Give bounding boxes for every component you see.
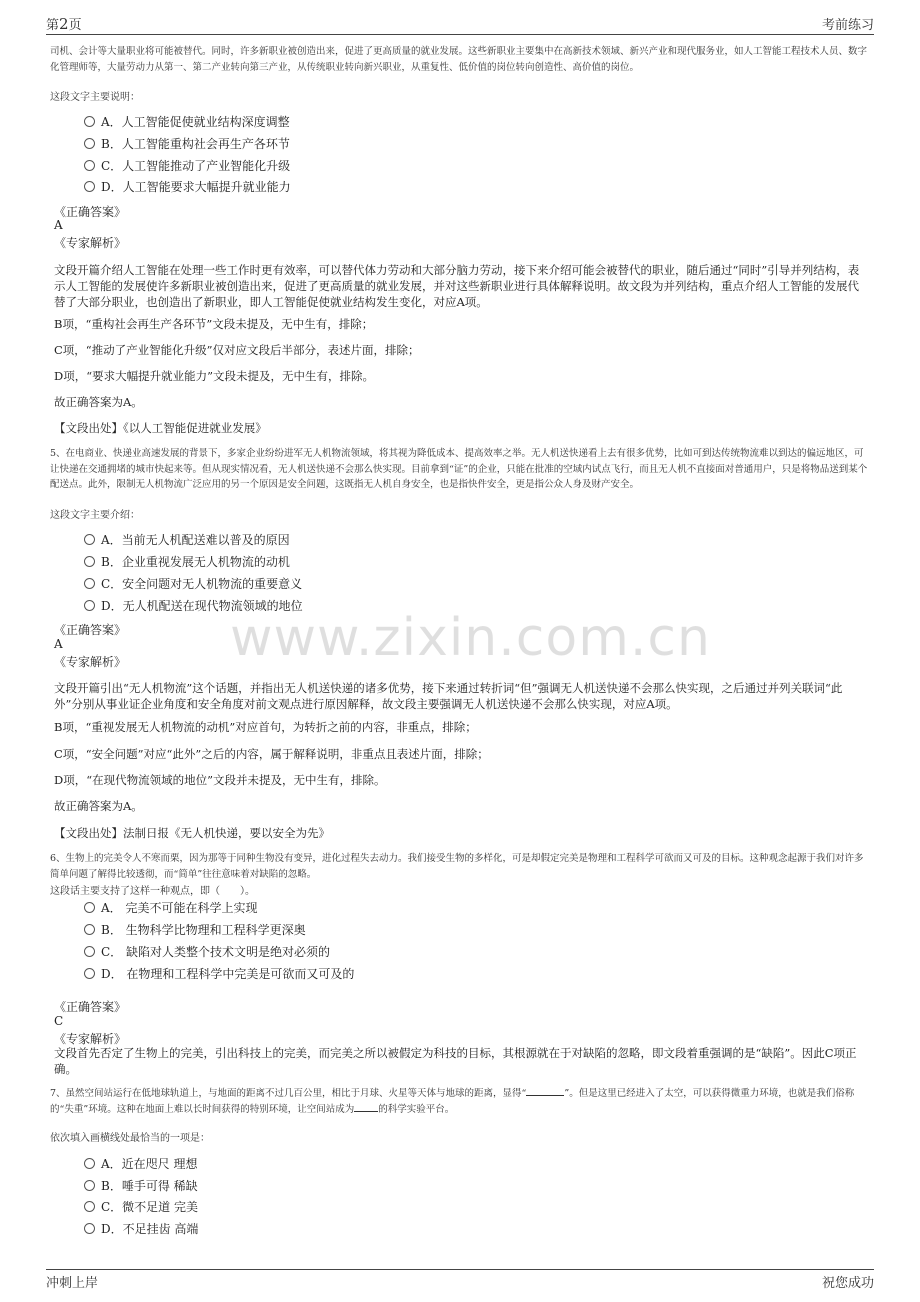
q5-option-b[interactable]: B．企业重视发展无人机物流的动机 — [84, 553, 290, 571]
q5-stem: 这段文字主要介绍： — [50, 510, 140, 521]
q4-option-c[interactable]: C．人工智能推动了产业智能化升级 — [84, 157, 290, 175]
q6-option-b[interactable]: B． 生物科学比物理和工程科学更深奥 — [84, 921, 306, 939]
q6-analysis-label: 《专家解析》 — [54, 1032, 127, 1046]
q7-option-d[interactable]: D．不足挂齿 高端 — [84, 1220, 198, 1238]
q5-option-c[interactable]: C．安全问题对无人机物流的重要意义 — [84, 575, 302, 593]
q6-passage: 6、生物上的完美令人不寒而栗，因为那等于同种生物没有变异，进化过程失去动力。我们接受生物的多样化，可是却假定完美是物理和工程科学可欲而又可及的目标。这种观念起源于我们对许多简单问题了解得比较透彻，而“简单”往往意味着对缺陷的忽略。 — [50, 853, 864, 880]
q4-analysis-b: B项，“重构社会再生产各环节”文段未提及，无中生有，排除； — [54, 317, 374, 331]
q6-option-d[interactable]: D． 在物理和工程科学中完美是可欲而又可及的 — [84, 965, 354, 983]
q7-blank-2 — [354, 1111, 378, 1112]
q6-answer-label: 《正确答案》 — [54, 1000, 127, 1014]
radio-icon[interactable] — [84, 534, 95, 545]
radio-icon[interactable] — [84, 1223, 95, 1234]
q4-analysis-main: 文段开篇介绍人工智能在处理一些工作时更有效率，可以替代体力劳动和大部分脑力劳动，接下来介绍可能会被替代的职业，随后通过“同时”引导并列结构，表示人工智能的发展使许多新职业被创造出来，促进了更高质量的就业发展，并对这些新职业进行具体解释说明。故文段为并列结构，重点介绍人工智能的发展代替了大部分职业，也创造出了新职业，即人工智能促使就业结构发生变化，对应A项。 — [54, 263, 860, 309]
page-number: 第2页 — [46, 15, 82, 33]
q5-option-d[interactable]: D．无人机配送在现代物流领域的地位 — [84, 597, 303, 615]
footer-left: 冲刺上岸 — [46, 1276, 99, 1291]
q7-option-a[interactable]: A．近在咫尺 理想 — [84, 1155, 197, 1173]
footer-rule — [46, 1269, 874, 1270]
q5-answer-label: 《正确答案》 — [54, 623, 127, 637]
page-header — [46, 14, 874, 32]
radio-icon[interactable] — [84, 600, 95, 611]
radio-icon[interactable] — [84, 1201, 95, 1212]
q7-option-b[interactable]: B．唾手可得 稀缺 — [84, 1177, 198, 1195]
q4-analysis-conclusion: 故正确答案为A。 — [54, 395, 143, 409]
q4-option-a[interactable]: A．人工智能促使就业结构深度调整 — [84, 113, 290, 131]
radio-icon[interactable] — [84, 578, 95, 589]
radio-icon[interactable] — [84, 181, 95, 192]
q4-stem: 这段文字主要说明： — [50, 92, 140, 103]
radio-icon[interactable] — [84, 116, 95, 127]
q4-analysis-label: 《专家解析》 — [54, 236, 127, 250]
radio-icon[interactable] — [84, 946, 95, 957]
q4-option-d[interactable]: D．人工智能要求大幅提升就业能力 — [84, 178, 291, 196]
q6-option-c[interactable]: C． 缺陷对人类整个技术文明是绝对必须的 — [84, 943, 330, 961]
header-rule — [46, 34, 874, 35]
q4-analysis-c: C项，“推动了产业智能化升级”仅对应文段后半部分，表述片面，排除； — [54, 343, 420, 357]
radio-icon[interactable] — [84, 924, 95, 935]
q5-analysis-label: 《专家解析》 — [54, 655, 127, 669]
q7-passage: 7、虽然空间站运行在低地球轨道上，与地面的距离不过几百公里，相比于月球、火星等天体与地球的距离，显得“ ”。但是这里已经进入了太空，可以获得微重力环境，也就是我们俗称的“失重”环境。这种在地面上难以长时间获得的特别环境，让空间站成为 的科学实验平台。 — [50, 1088, 855, 1115]
q7-option-c[interactable]: C．微不足道 完美 — [84, 1198, 198, 1216]
q5-analysis-d: D项，“在现代物流领域的地位”文段并未提及，无中生有，排除。 — [54, 773, 386, 787]
header-title: 考前练习 — [821, 18, 874, 33]
q7-blank-1 — [526, 1095, 564, 1096]
q5-analysis-conclusion: 故正确答案为A。 — [54, 799, 143, 813]
radio-icon[interactable] — [84, 556, 95, 567]
radio-icon[interactable] — [84, 1180, 95, 1191]
q5-analysis-c: C项，“安全问题”对应“此外”之后的内容，属于解释说明，非重点且表述片面，排除； — [54, 747, 489, 761]
q4-passage: 司机、会计等大量职业将可能被替代。同时，许多新职业被创造出来，促进了更高质量的就业发展。这些新职业主要集中在高新技术领域、新兴产业和现代服务业，如人工智能工程技术人员、数字化管理师等，大量劳动力从第一、第二产业转向第三产业，从传统职业转向新兴职业，从重复性、低价值的岗位转向创造性、高价值的岗位。 — [50, 46, 868, 73]
watermark: www.zixin.com.cn — [230, 608, 711, 668]
q5-source: 【文段出处】法制日报《无人机快递，要以安全为先》 — [54, 826, 330, 840]
radio-icon[interactable] — [84, 902, 95, 913]
q4-answer-label: 《正确答案》 — [54, 205, 127, 219]
q5-option-a[interactable]: A．当前无人机配送难以普及的原因 — [84, 531, 290, 549]
page-footer — [46, 1272, 874, 1290]
q4-analysis-d: D项，“要求大幅提升就业能力”文段未提及，无中生有，排除。 — [54, 369, 374, 383]
q4-source: 【文段出处】《以人工智能促进就业发展》 — [54, 421, 267, 435]
q7-stem: 依次填入画横线处最恰当的一项是： — [50, 1133, 210, 1144]
q4-answer: A — [54, 218, 63, 232]
q5-answer: A — [54, 637, 63, 651]
q4-option-b[interactable]: B．人工智能重构社会再生产各环节 — [84, 135, 290, 153]
q6-stem: 这段话主要支持了这样一种观点，即（ ）。 — [50, 886, 255, 897]
radio-icon[interactable] — [84, 160, 95, 171]
radio-icon[interactable] — [84, 968, 95, 979]
radio-icon[interactable] — [84, 138, 95, 149]
q6-option-a[interactable]: A． 完美不可能在科学上实现 — [84, 899, 257, 917]
q6-answer: C — [54, 1014, 64, 1028]
footer-right: 祝您成功 — [821, 1276, 874, 1291]
q6-analysis: 文段首先否定了生物上的完美，引出科技上的完美，而完美之所以被假定为科技的目标，其根源就在于对缺陷的忽略，即文段着重强调的是“缺陷”。因此C项正确。 — [54, 1046, 857, 1076]
q5-analysis-main: 文段开篇引出“无人机物流”这个话题，并指出无人机送快递的诸多优势，接下来通过转折词“但”强调无人机送快递不会那么快实现，之后通过并列关联词“此外”分别从事业证企业角度和安全角度对前文观点进行原因解释，故文段主要强调无人机送快递不会那么快实现，对应A项。 — [54, 681, 843, 711]
q5-passage: 5、在电商业、快递业高速发展的背景下，多家企业纷纷进军无人机物流领域，将其视为降低成本、提高效率之举。无人机送快递看上去有很多优势，比如可到达传统物流难以到达的偏远地区，可让快递在交通拥堵的城市快起来等。但从现实情况看，无人机送快递不会那么快实现。目前拿到“证”的企业，只能在批准的空域内试点飞行，而且无人机不直接面对普通用户，只是将物品送到某个配送点。此外，限制无人机物流广泛应用的另一个原因是安全问题，这既指无人机自身安全，也是指快件安全，更是指公众人身及财产安全。 — [50, 448, 868, 490]
radio-icon[interactable] — [84, 1158, 95, 1169]
q5-analysis-b: B项，“重视发展无人机物流的动机”对应首句，为转折之前的内容，非重点，排除； — [54, 720, 477, 734]
